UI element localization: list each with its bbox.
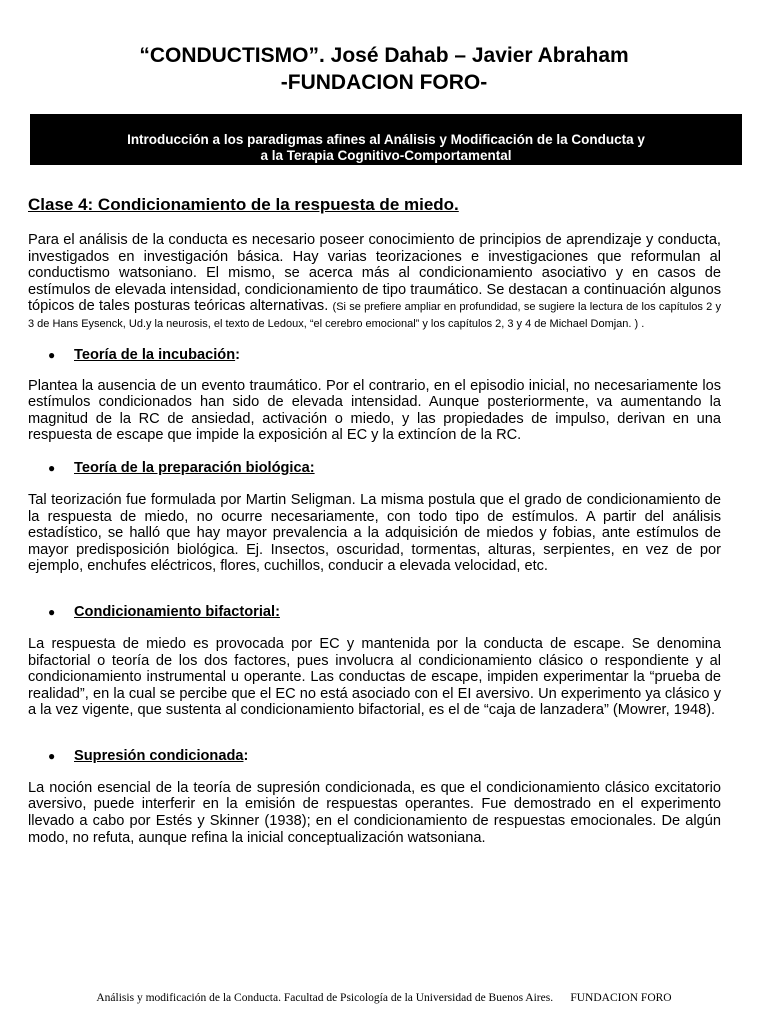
bullet-icon: ●	[48, 460, 56, 475]
banner-line-1: Introducción a los paradigmas afines al Análisis y Modificación de la Conducta y	[127, 132, 645, 147]
page-footer: Análisis y modificación de la Conducta. Facultad de Psicología de la Universidad de Buenos Aires. FUNDACION FORO	[96, 992, 672, 1004]
section-body-bifactorial: La respuesta de miedo es provocada por EC y mantenida por la conducta de escape. Se denomina bifactorial o teoría de los dos factores, pues involucra al condicionamiento clásico o respondiente y al condicionamiento instrumental u operante. Las conductas de escape, impiden experimentar la “prueba de realidad”, en la cual se percibe que el EC no está asociado con el EI aversivo. Un experimento ya clásico y a la vez vigente, que sustenta al condicionamiento bifactorial, es el de “caja de lanzadera” (Mowrer, 1948).	[28, 635, 721, 719]
document-body	[28, 194, 721, 846]
section-heading-preparacion	[48, 459, 721, 477]
section-body-supresion: La noción esencial de la teoría de supresión condicionada, es que el condicionamiento clásico excitatorio aversivo, puede interferir en la emisión de respuestas operantes. Fue demostrado en el experimento llevado a cabo por Estés y Skinner (1938); en el condicionamiento de respuestas emocionales. De algún modo, no refuta, aunque refina la inicial conceptualización watsoniana.	[28, 779, 721, 846]
section-heading-text: Condicionamiento bifactorial:	[74, 603, 280, 620]
section-heading-text: Teoría de la preparación biológica:	[74, 459, 315, 476]
section-heading-incubacion: ● Teoría de la incubación:	[48, 346, 240, 363]
section-body-preparacion: Tal teorización fue formulada por Martin Seligman. La misma postula que el grado de condicionamiento de la respuesta de miedo, no ocurre necesariamente, con todo tipo de estímulos. A partir del análisis estadístico, se halló que hay mayor prevalencia a la adquisición de miedos y fobias, ante estímulos de mayor predisposición biológica. Ej. Insectos, oscuridad, tormentas, alturas, serpientes, en vez de por ejemplo, enchufes eléctricos, flores, cuchillos, conducir a elevada velocidad, etc.	[28, 491, 721, 575]
section-heading-supresion: ● Supresión condicionada:	[48, 747, 249, 764]
section-heading-text: Teoría de la incubación	[74, 346, 236, 363]
course-banner	[30, 114, 742, 165]
bullet-icon: ●	[48, 347, 56, 362]
intro-note: (Si se prefiere ampliar en profundidad, se sugiere la lectura de los capítulos 2 y 3 de Hans Eysenck, Ud.y la neurosis, el texto de Ledoux, “el cerebro emocional” y los capítulos 2, 3 y 4 de Michael Domjan. ) .	[28, 301, 721, 330]
title-line-1: “CONDUCTISMO”. José Dahab – Javier Abraham	[139, 44, 629, 67]
title-line-2: -FUNDACION FORO-	[280, 71, 488, 94]
section-heading-text: Supresión condicionada	[74, 747, 244, 764]
intro-paragraph	[28, 232, 721, 332]
section-heading-bifactorial	[48, 603, 721, 621]
class-title: Clase 4: Condicionamiento de la respuesta de miedo.	[28, 195, 459, 214]
bullet-icon: ●	[48, 604, 56, 619]
bullet-icon: ●	[48, 748, 56, 763]
banner-line-2: a la Terapia Cognitivo-Comportamental	[260, 148, 512, 163]
intro-text: Para el análisis de la conducta es necesario poseer conocimiento de principios de aprendizaje y conducta, investigados en investigación básica. Hay varias teorizaciones e investigaciones que reformulan al conductismo watsoniano. El mismo, se acerca más al condicionamiento asociativo y en casos de estímulos de elevada intensidad, condicionamiento de tipo traumático. Se destacan a continuación algunos tópicos de tales posturas teóricas alternativas.	[28, 232, 721, 315]
document-title	[0, 42, 768, 96]
section-body-incubacion: Plantea la ausencia de un evento traumático. Por el contrario, en el episodio inicial, no necesariamente los estímulos condicionados han sido de elevada intensidad. Aunque posteriormente, va aumentando la magnitud de la RC de ansiedad, activación o miedo, y las propiedades de impulso, derivan en una respuesta de escape que impide la exposición al EC y la extincíon de la RC.	[28, 377, 721, 444]
